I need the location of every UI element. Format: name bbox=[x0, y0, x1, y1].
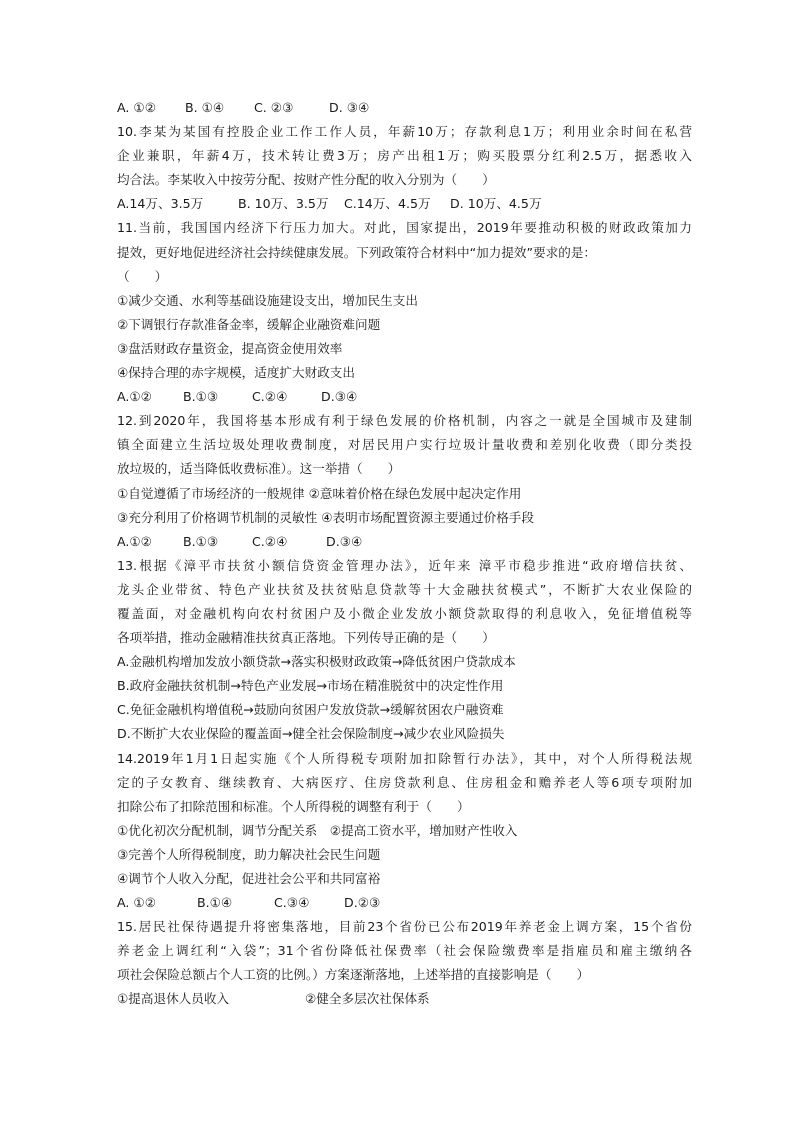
q14-option-b: B.①④ bbox=[197, 895, 233, 911]
q11-stem-line-2: 提效，更好地促进经济社会持续健康发展。下列政策符合材料中“加力提效”要求的是： bbox=[117, 244, 597, 260]
q14-item-2: ③完善个人所得税制度，助力解决社会民生问题 bbox=[117, 846, 381, 862]
q10-option-d: D. 10万、4.5万 bbox=[450, 196, 542, 212]
q14-options bbox=[117, 891, 692, 915]
q11-option-c: C.②④ bbox=[252, 389, 288, 405]
q11-option-a: A.①② bbox=[117, 389, 152, 405]
q13-stem-line-4: 各项举措，推动金融精准扶贫真正落地。下列传导正确的是（ ） bbox=[117, 630, 495, 646]
q15-stem-line-3: 项社会保险总额占个人工资的比例。）方案逐渐落地，上述举措的直接影响是（ ） bbox=[117, 967, 590, 983]
q11-item-2: ②下调银行存款准备金率，缓解企业融资难问题 bbox=[117, 316, 381, 332]
q11-stem-line-1: 11.当前，我国国内经济下行压力加大。对此，国家提出，2019年要推动积极的财政政策加力 bbox=[117, 220, 692, 236]
q15-item-1: ①提高退休人员收入 bbox=[117, 991, 230, 1007]
q11-item-1: ①减少交通、水利等基础设施建设支出，增加民生支出 bbox=[117, 292, 418, 308]
q12-stem-line-2: 镇全面建立生活垃圾处理收费制度，对居民用户实行垃圾计量收费和差别化收费（即分类投 bbox=[117, 437, 692, 453]
q13-stem-line-3: 覆盖面，对金融机构向农村贫困户及小微企业发放小额贷款取得的利息收入，免征增值税等 bbox=[117, 605, 692, 621]
q14-option-c: C.③④ bbox=[274, 895, 310, 911]
q11-item-4: ④保持合理的赤字规模，适度扩大财政支出 bbox=[117, 365, 355, 381]
q13-choice-a: A.金融机构增加发放小额贷款→落实积极财政政策→降低贫困户贷款成本 bbox=[117, 654, 516, 670]
q15-stem-line-1: 15.居民社保待遇提升将密集落地，目前23个省份已公布2019年养老金上调方案，15个省份 bbox=[117, 919, 692, 935]
q12-item-1: ①自觉遵循了市场经济的一般规律 ②意味着价格在绿色发展中起决定作用 bbox=[117, 485, 522, 501]
q14-item-1: ①优化初次分配机制，调节分配关系 ②提高工资水平，增加财产性收入 bbox=[117, 822, 518, 838]
q12-stem-line-1: 12.到2020年，我国将基本形成有利于绿色发展的价格机制，内容之一就是全国城市及建制 bbox=[117, 413, 692, 429]
q13-stem-line-2: 龙头企业带贫、特色产业扶贫及扶贫贴息贷款等十大金融扶贫模式”，不断扩大农业保险的 bbox=[117, 581, 692, 597]
q14-stem-line-2: 定的子女教育、继续教育、大病医疗、住房贷款利息、住房租金和赡养老人等6项专项附加 bbox=[117, 774, 692, 790]
q10-stem-line-1: 10.李某为某国有控股企业工作工作人员，年薪10万；存款利息1万；利用业余时间在私营 bbox=[117, 124, 692, 140]
q13-choice-c: C.免征金融机构增值税→鼓励向贫困户发放贷款→缓解贫困农户融资难 bbox=[117, 702, 504, 718]
exam-page bbox=[117, 96, 692, 1012]
q15-item-2: ②健全多层次社保体系 bbox=[305, 991, 430, 1007]
q15-stem-line-2: 养老金上调红利“入袋”；31个省份降低社保费率（社会保险缴费率是指雇员和雇主缴纳各 bbox=[117, 943, 692, 959]
q9-option-a: A. ①② bbox=[117, 100, 156, 115]
q10-option-c: C.14万、4.5万 bbox=[344, 196, 431, 212]
q13-stem-line-1: 13.根据《漳平市扶贫小额信贷资金管理办法》，近年来 漳平市稳步推进“政府增信扶贫、 bbox=[117, 557, 692, 573]
q14-stem-line-1: 14.2019年1月1日起实施《个人所得税专项附加扣除暂行办法》，其中，对个人所得税法规 bbox=[117, 750, 692, 766]
q14-item-3: ④调节个人收入分配，促进社会公平和共同富裕 bbox=[117, 871, 381, 886]
q11-item-3: ③盘活财政存量资金，提高资金使用效率 bbox=[117, 340, 343, 356]
q9-option-d: D. ③④ bbox=[329, 100, 370, 115]
q11-option-b: B.①③ bbox=[183, 389, 219, 405]
q13-choice-d: D.不断扩大农业保险的覆盖面→健全社会保险制度→减少农业风险损失 bbox=[117, 726, 505, 742]
q10-options bbox=[117, 192, 692, 216]
q12-option-c: C.②④ bbox=[252, 533, 288, 549]
q11-options bbox=[117, 385, 692, 409]
q14-stem-line-3: 扣除公布了扣除范围和标准。个人所得税的调整有利于（ ） bbox=[117, 798, 470, 814]
q10-stem-line-2: 企业兼职，年薪4万，技术转让费3万；房产出租1万；购买股票分红利2.5万，据悉收入 bbox=[117, 148, 692, 164]
q12-option-b: B.①③ bbox=[183, 533, 219, 549]
q9-options bbox=[117, 96, 692, 120]
q10-option-a: A.14万、3.5万 bbox=[117, 196, 204, 212]
q10-stem-line-3: 均合法。李某收入中按劳分配、按财产性分配的收入分别为（ ） bbox=[117, 172, 495, 188]
q10-option-b: B. 10万、3.5万 bbox=[238, 196, 329, 212]
q12-item-2: ③充分利用了价格调节机制的灵敏性 ④表明市场配置资源主要通过价格手段 bbox=[117, 509, 534, 525]
q14-option-d: D.②③ bbox=[344, 895, 381, 911]
q9-option-b: B. ①④ bbox=[185, 100, 225, 115]
q12-option-a: A.①② bbox=[117, 533, 152, 549]
q12-option-d: D.③④ bbox=[326, 533, 363, 549]
q14-option-a: A. ①② bbox=[117, 895, 156, 911]
q11-option-d: D.③④ bbox=[321, 389, 358, 405]
q9-option-c: C. ②③ bbox=[254, 100, 294, 115]
q12-options bbox=[117, 530, 692, 554]
q12-stem-line-3: 放垃圾的，适当降低收费标准）。这一举措（ ） bbox=[117, 461, 401, 477]
q13-choice-b: B.政府金融扶贫机制→特色产业发展→市场在精准脱贫中的决定性作用 bbox=[117, 678, 504, 694]
q11-stem-line-3: （ ） bbox=[117, 268, 168, 284]
q15-items bbox=[117, 987, 692, 1011]
